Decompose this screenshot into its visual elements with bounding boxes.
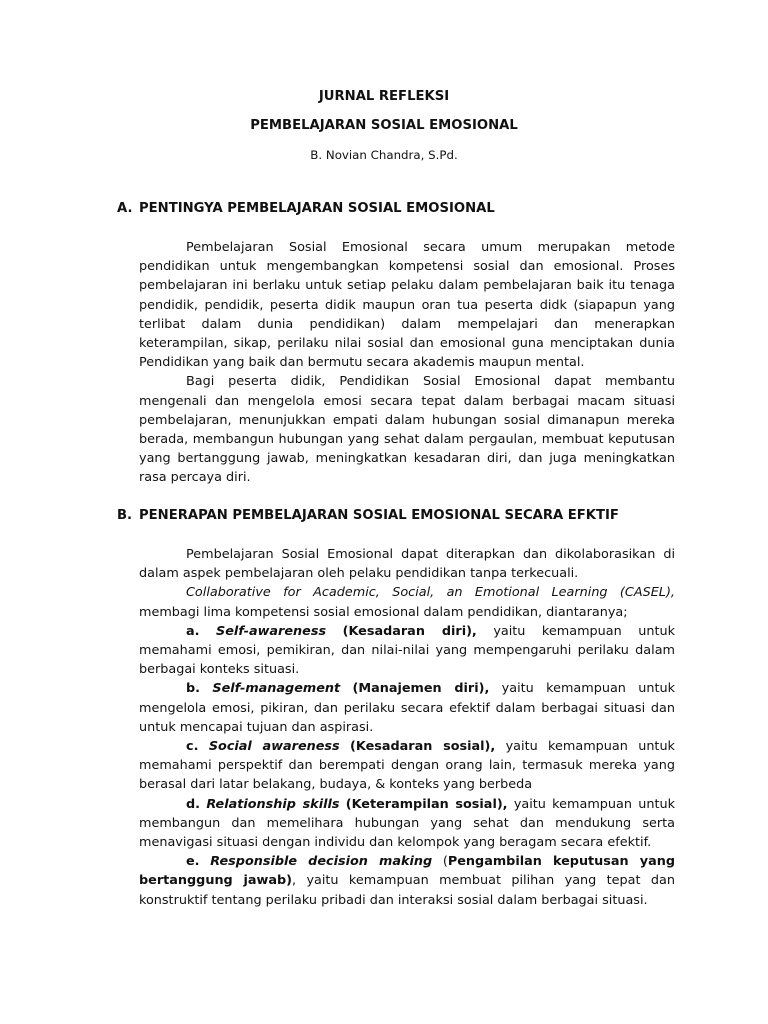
competency-term: Social awareness — [208, 739, 340, 755]
section-a-heading — [117, 201, 495, 216]
section-a-letter: A. — [117, 201, 133, 216]
competency-item-e: e. Responsible decision making (Pengambilan keputusan yang bertanggung jawab), yaitu kemampuan membuat pilihan yang tepat dan konstruktif tentang perilaku pribadi dan interaksi sosial dalam berbagai situasi. — [139, 854, 675, 908]
section-b-heading — [117, 508, 619, 523]
competency-item-c: c. Social awareness (Kesadaran sosial), yaitu kemampuan untuk memahami perspektif dan berempati dengan orang lain, termasuk mereka yang berasal dari latar belakang, budaya, & konteks yang berbeda — [139, 739, 675, 793]
section-a-body — [139, 238, 675, 488]
casel-paragraph — [139, 583, 675, 621]
competency-label: (Kesadaran sosial), — [350, 739, 496, 755]
competency-label: (Kesadaran diri), — [342, 623, 477, 639]
competency-label: (Keterampilan sosial), — [345, 796, 508, 812]
section-a-paragraph-2: Bagi peserta didik, Pendidikan Sosial Emosional dapat membantu mengenali dan mengelola emosi secara tepat dalam berbagai macam situasi pembelajaran, menunjukkan empati dalam hubungan sosial dimanapun mereka berada, membangun hubungan yang sehat dalam pergaulan, membuat keputusan yang bertanggung jawab, meningkatkan kesadaran diri, dan juga meningkatkan rasa percaya diri. — [139, 374, 675, 486]
document-title: JURNAL REFLEKSI — [318, 89, 450, 104]
competency-term: Self-awareness — [216, 623, 327, 639]
casel-name: Collaborative for Academic, Social, an Emotional Learning (CASEL), — [186, 585, 675, 601]
competency-label: (Manajemen diri), — [352, 681, 490, 697]
author-name: B. Novian Chandra, S.Pd. — [310, 148, 458, 162]
competency-term: Relationship skills — [206, 796, 340, 812]
competency-label: Pengambilan keputusan yang bertanggung jawab) — [139, 854, 675, 889]
section-a-title: PENTINGYA PEMBELAJARAN SOSIAL EMOSIONAL — [139, 201, 495, 216]
section-b-letter: B. — [117, 508, 133, 523]
document-subtitle: PEMBELAJARAN SOSIAL EMOSIONAL — [250, 118, 518, 133]
competency-term: Responsible decision making — [210, 854, 433, 870]
section-b-title: PENERAPAN PEMBELAJARAN SOSIAL EMOSIONAL SECARA EFKTIF — [139, 508, 619, 523]
section-b-body — [139, 545, 675, 910]
section-b-intro: Pembelajaran Sosial Emosional dapat diterapkan dan dikolaborasikan di dalam aspek pembelajaran oleh pelaku pendidikan tanpa terkecuali. — [139, 547, 675, 582]
competency-term: Self-management — [212, 681, 341, 697]
competency-item-d: d. Relationship skills (Keterampilan sosial), yaitu kemampuan untuk membangun dan memelihara hubungan yang sehat dan mendukung serta menavigasi situasi dengan individu dan kelompok yang beragam secara efektif. — [139, 796, 675, 851]
competency-item-b: b. Self-management (Manajemen diri), yaitu kemampuan untuk mengelola emosi, pikiran, dan perilaku secara efektif dalam berbagai situasi dan untuk mencapai tujuan dan aspirasi. — [139, 681, 676, 735]
competency-item-a: a. Self-awareness (Kesadaran diri), yaitu kemampuan untuk memahami emosi, pemikiran, dan nilai-nilai yang mempengaruhi perilaku dalam berbagai konteks situasi. — [139, 623, 675, 678]
section-a-paragraph-1: Pembelajaran Sosial Emosional secara umum merupakan metode pendidikan untuk mengembangkan kompetensi sosial dan emosional. Proses pembelajaran ini berlaku untuk setiap pelaku dalam pembelajaran baik itu tenaga pendidik, pendidik, peserta didik maupun oran tua peserta didk (siapapun yang terlibat dalam dunia pendidikan) dalam mempelajari dan menerapkan keterampilan, sikap, perilaku nilai sosial dan emosional guna menciptakan dunia Pendidikan yang baik dan bermutu secara akademis maupun mental. — [139, 240, 675, 371]
casel-rest: membagi lima kompetensi sosial emosional dalam pendidikan, diantaranya; — [139, 604, 628, 620]
